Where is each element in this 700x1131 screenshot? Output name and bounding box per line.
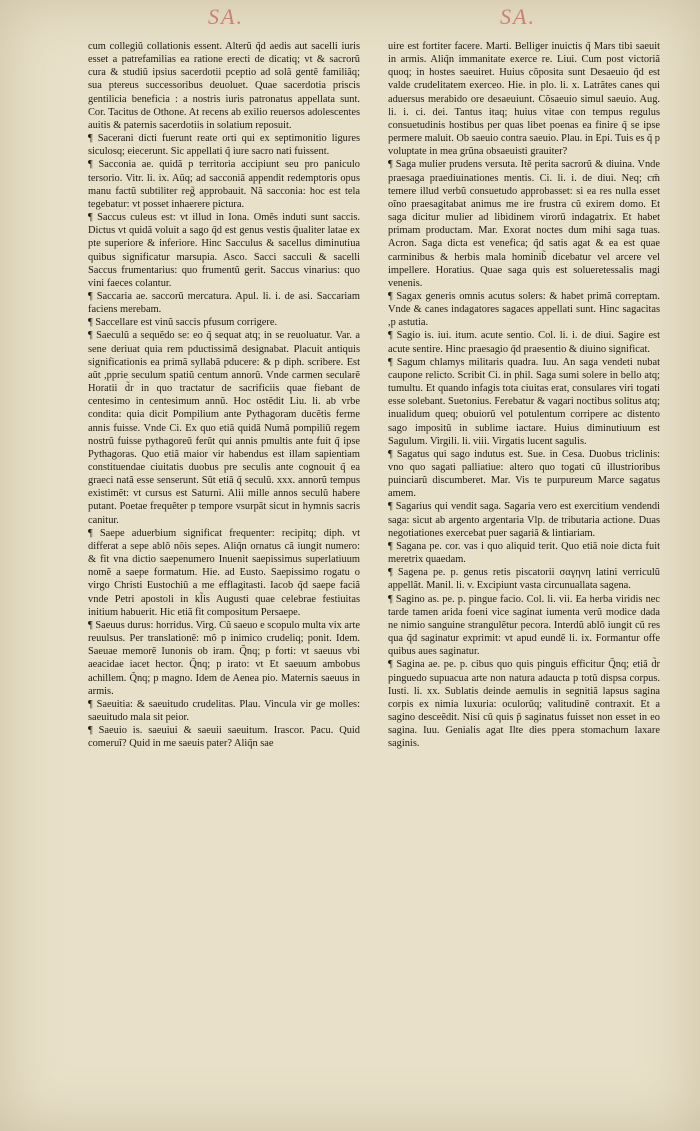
right-text-column [388, 40, 660, 750]
entry-paragraph: uire est fortiter facere. Marti. Belliger inuictis q̃ Mars tibi saeuit in armis. Aliq̃n immanitate exerce re. Liui. Cum post victoriã quoq; in hostes saeuiret. Huius cõposita sunt Desaeuio q̃d est valde crudelitatem exerceo. Hie. in plo. li. x. Latrãtes canes qui aduersus merabido ore desaeuiunt. Cõsaeuio simul saeuio. Aug. li. i. ci. dei. Tantus itaq; huius vitae con tempus regulus consuetudinis hostibus per quas libet poenas ea finire q̃ se ipse permere maluit. Ob saeuio contra saeuio. Plau. in Epi. Tuis es q̃ p voluptate in mea grũna obsaeuisti grauiter? [388, 41, 660, 158]
entry-paragraph: ¶ Saccaria ae. saccorũ mercatura. Apul. li. i. de asi. Saccariam faciens merebam. [88, 290, 360, 316]
entry-paragraph: ¶ Sagax generis omnis acutus solers: & habet primã correptam. Vnde & canes indagatores sagaces appellati sunt. Hinc sagacitas ,p astutia. [388, 290, 660, 329]
entry-paragraph: ¶ Saeuio is. saeuiui & saeuii saeuitum. Irascor. Pacu. Quid comeruĩ? Quid in me saeuis pater? Aliq̃n sae [88, 725, 360, 750]
entry-paragraph: ¶ Sagum chlamys militaris quadra. Iuu. An saga vendeti nubat caupone relicto. Scribit Ci. in phil. Saga sumi solere in bello atq; tumultu. Et quando infagis tota ciuitas erat, consulares viri togati esse solebant. Suetonius. Ferebatur & vagari noctibus solitus atq; inualidum queq; obuiorũ vel potulentum corripere ac distento sago impositũ in sublime iactare. Huius diminutiuum est Sagulum. Virgili. li. viii. Virgatis lucent sagulis. [388, 356, 660, 447]
entry-paragraph: ¶ Sagio is. iui. itum. acute sentio. Col. li. i. de diui. Sagire est acute sentire. Hinc praesagio q̃d praesentio & diuino significat. [388, 330, 660, 355]
entry-paragraph: ¶ Saeuus durus: horridus. Virg. Cũ saeuo e scopulo multa vix arte reuulsus. Per translationẽ: mõ p inimico crudeliq; ponit. Idem. Saeuae memorẽ Iunonis ob iram. Q̃nq; p forti: vt saeuus vbi aeacidae iacet hector. Q̃nq; p irato: vt Et saeuum ambobus achillem. Q̃nq; p magno. Idem de Aenea pio. Maternis saeuus in armis. [88, 619, 360, 697]
entry-paragraph: ¶ Saccus culeus est: vt illud in Iona. Omẽs induti sunt saccis. Dictus vt quidã voluit a sago q̃d est genus vestis q̃ualiter latae ex pte superiore & inferiore. Hinc Sacculus & sacellus diminutiua quibus significatur marsupia. Asco. Sacci sacculi & sacelli Saccus frumentarius: quo frumentũ gerit. Saccus vinarius: quo vini faeces colantur. [88, 212, 360, 289]
entry-paragraph: ¶ Saeuitia: & saeuitudo crudelitas. Plau. Vincula vir ge molles: saeuitudo mala sit peior. [88, 698, 360, 723]
left-text-column [88, 40, 360, 750]
entry-paragraph: ¶ Saeculũ a sequẽdo se: eo q̃ sequat atq; in se reuoluatur. Var. a sene deriuat quia rem pductissimã designabat. Placuit antiquis significationis ea primã syllabã pducere: & p diph. scribere. Est aũt ,pprie seculum spatiũ centum annorũ. Vnde carmen secularẽ Horatii d̃r in quo tractatur de sacrificiis quae fiebant de centesimo in centesimum annũ. Hoc ostẽdit Liu. li. ab vrbe condita: quia dicit Pompilium ante Pythagoram ducẽtis ferme annis fuisse. Vnde Ci. Ex quo etiã quidã Numã pompiliũ regem nostrũ fuisse pythagoreũ ferũt qui annis pmultis ante fuit q̃ ipse Pythagoras. Quo etiã maior vir habendus est illam sapientiam constituendae ciuitatis duobus pre seculis ante cognouit q̃ ea graeci natã esse senserunt. Sũt etiã q̃ seculũ. xxx. annorũ tempus existimẽt: vt cursus est Saturni. Alii mille annos seculũ habere putant. Poetae frequẽter p tempore vsurpãt sicut in hymnis sacris canitur. [88, 330, 360, 526]
entry-paragraph: ¶ Sacerani dicti fuerunt reate orti qui ex septimonitio ligures siculosq; eiecerunt. Sic appellati q̃ iure sacro nati fuissent. [88, 133, 360, 158]
entry-paragraph: ¶ Saga mulier prudens versuta. Itẽ perita sacrorũ & diuina. Vnde praesaga praediuinationes mentis. Ci. li. i. de diui. Neq; cm̃ temere illud verbũ consuetudo approbasset: si ea res nulla esset oĩno praesagitabat animus me ire frustra cũ exirem domo. Et saga dicitur mulier ad libidinem virorũ indagatrix. Et habet primam productam. Mar. Exorat noctes dum mihi saga tuas. Acron. Saga dicta est venefica; q̃d satis agat & ea est quae carminibus & herbis mala hominib̃ dicebatur vel arcere vel impellere. Horatius. Quae saga quis est solueretessalis magi venenis. [388, 159, 660, 289]
entry-paragraph: ¶ Saepe aduerbium significat frequenter: recipitq; diph. vt differat a sepe ablõ nõis sepes. Aliq̃n ornatus cã iungit numero: & fit vna dictio saepenumero Inuenit saepissimus superlatiuum nomẽ a saepe formatum. Hie. ad Eusto. Saepissimo rogatu o virgo Christi Eustochiũ a me efflagitasti. Iacob q̃d saepe faciã vnde Petri apostoli in kl̃is Augusti quae celebrae festiuitas initium habuerit. Hic etiã fit compositum Persaepe. [88, 527, 360, 618]
running-head-right: SA. [500, 4, 536, 29]
entry-paragraph: ¶ Sagina ae. pe. p. cibus quo quis pinguis efficitur Q̃nq; etiã d̃r pinguedo supuacua arte non natura adaucta p totũ dispsa corpus. Iusti. li. xx. Sublatis deinde aemulis in segnitiã lapsus sagina corpis ex nimia luxuria: oculorũq; valitudinẽ contraxit. Et a sagino desceẽdit. Nisi cũ quis p̃ saginatus fuisset non esset in eo sagina. Iuu. Genialis agat Ilte dies ppera stomachum laxare saginis. [388, 659, 660, 750]
entry-paragraph: ¶ Sagena pe. p. genus retis piscatorii σαγηνη latini verriculũ appellãt. Manil. li. v. Excipiunt vasta circunuallata sagena. [388, 567, 660, 592]
running-head-left: SA. [208, 4, 244, 29]
entry-paragraph: cum collegiũ collationis essent. Alterũ q̃d aedis aut sacelli iuris esset a patrefamilias ea ratione erecti de dicatiq; vt & sacrorũ cura & studiũ ipsius sacerdotii pceptio ad solã gentẽ familiãq; sua ptereus successoribus deuoluet. Quae sacerdotia priscis gentilicia beneficia : a nostris iuris patronatus appellata sunt. Cor. Tacitus de Othone. At recens ab exilio reuersos adolescentes auitis & paternis sacerdotiis in solatium reposuit. [88, 41, 360, 131]
entry-paragraph: ¶ Sagatus qui sago indutus est. Sue. in Cesa. Duobus triclinis: vno quo sagati palliatiue: altero quo togati cũ illustrioribus puinciarũ discumberet. Mar. Vis te purpureum Marce sagatus amem. [388, 448, 660, 500]
entry-paragraph: ¶ Sagarius qui vendit saga. Sagaria vero est exercitium vendendi saga: sicut ab argento argentaria Vlp. de tributaria actione. Duas negotiationes exercebat puer sagariã & lintiariam. [388, 501, 660, 539]
entry-paragraph: ¶ Sacconia ae. quidã p territoria accipiunt seu pro paniculo tersorio. Vitr. li. ix. Aũq; ad sacconiã appendit redemptoris opus manu factũ subtiliter reg̃ approbauit. Nã sacconia: hoc est tela tegebatur: vt posset inhaerere pictura. [88, 159, 360, 210]
entry-paragraph: ¶ Saccellare est vinũ saccis pfusum corrigere. [88, 317, 278, 329]
entry-paragraph: ¶ Sagana pe. cor. vas i quo aliquid terit. Quo etiã noie dicta fuit meretrix quaedam. [388, 540, 660, 566]
entry-paragraph: ¶ Sagino as. pe. p. pingue facio. Col. li. vii. Ea herba viridis nec tarde tamen arida foeni vice saginat iumenta verũ modice dada ne nimio sanguine strangulẽtur pecora. Interdũ ablõ iungit cũ res qua q̃d saginatur exprimit: vt apud eundẽ li. ix. Formantur offe quibus aues saginatur. [388, 593, 660, 658]
